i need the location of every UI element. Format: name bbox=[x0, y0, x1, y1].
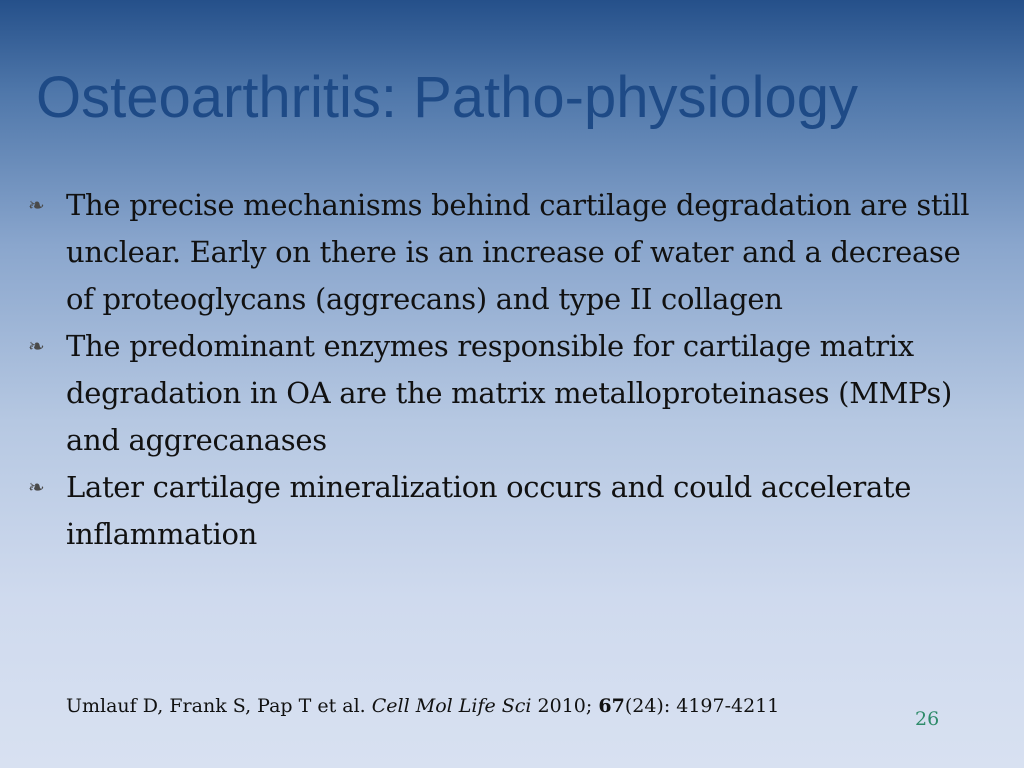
citation-volume: 67 bbox=[598, 695, 625, 717]
bullet-text: The predominant enzymes responsible for cartilage matrix degradation in OA are the matrix metalloproteinases (MMPs) and aggrecanases bbox=[66, 329, 953, 457]
citation bbox=[66, 693, 926, 719]
citation-issue-pages: (24): 4197-4211 bbox=[624, 695, 780, 717]
citation-year: 2010; bbox=[537, 695, 593, 717]
page-number: 26 bbox=[915, 708, 940, 730]
citation-journal: Cell Mol Life Sci bbox=[371, 695, 532, 717]
bullet-item bbox=[28, 464, 996, 558]
bullet-item bbox=[28, 182, 996, 323]
bullet-item bbox=[28, 323, 996, 464]
citation-authors: Umlauf D, Frank S, Pap T et al. bbox=[66, 695, 366, 717]
slide-title: Osteoarthritis: Patho-physiology bbox=[36, 65, 859, 130]
hand-pointer-bullet-icon: ❧ bbox=[28, 193, 45, 217]
hand-pointer-bullet-icon: ❧ bbox=[28, 475, 45, 499]
bullet-text: The precise mechanisms behind cartilage degradation are still unclear. Early on there is an increase of water and a decrease of proteoglycans (aggrecans) and type II collagen bbox=[66, 188, 970, 316]
bullet-text: Later cartilage mineralization occurs and could accelerate inflammation bbox=[66, 470, 912, 551]
hand-pointer-bullet-icon: ❧ bbox=[28, 334, 45, 358]
bullet-list bbox=[28, 182, 996, 558]
